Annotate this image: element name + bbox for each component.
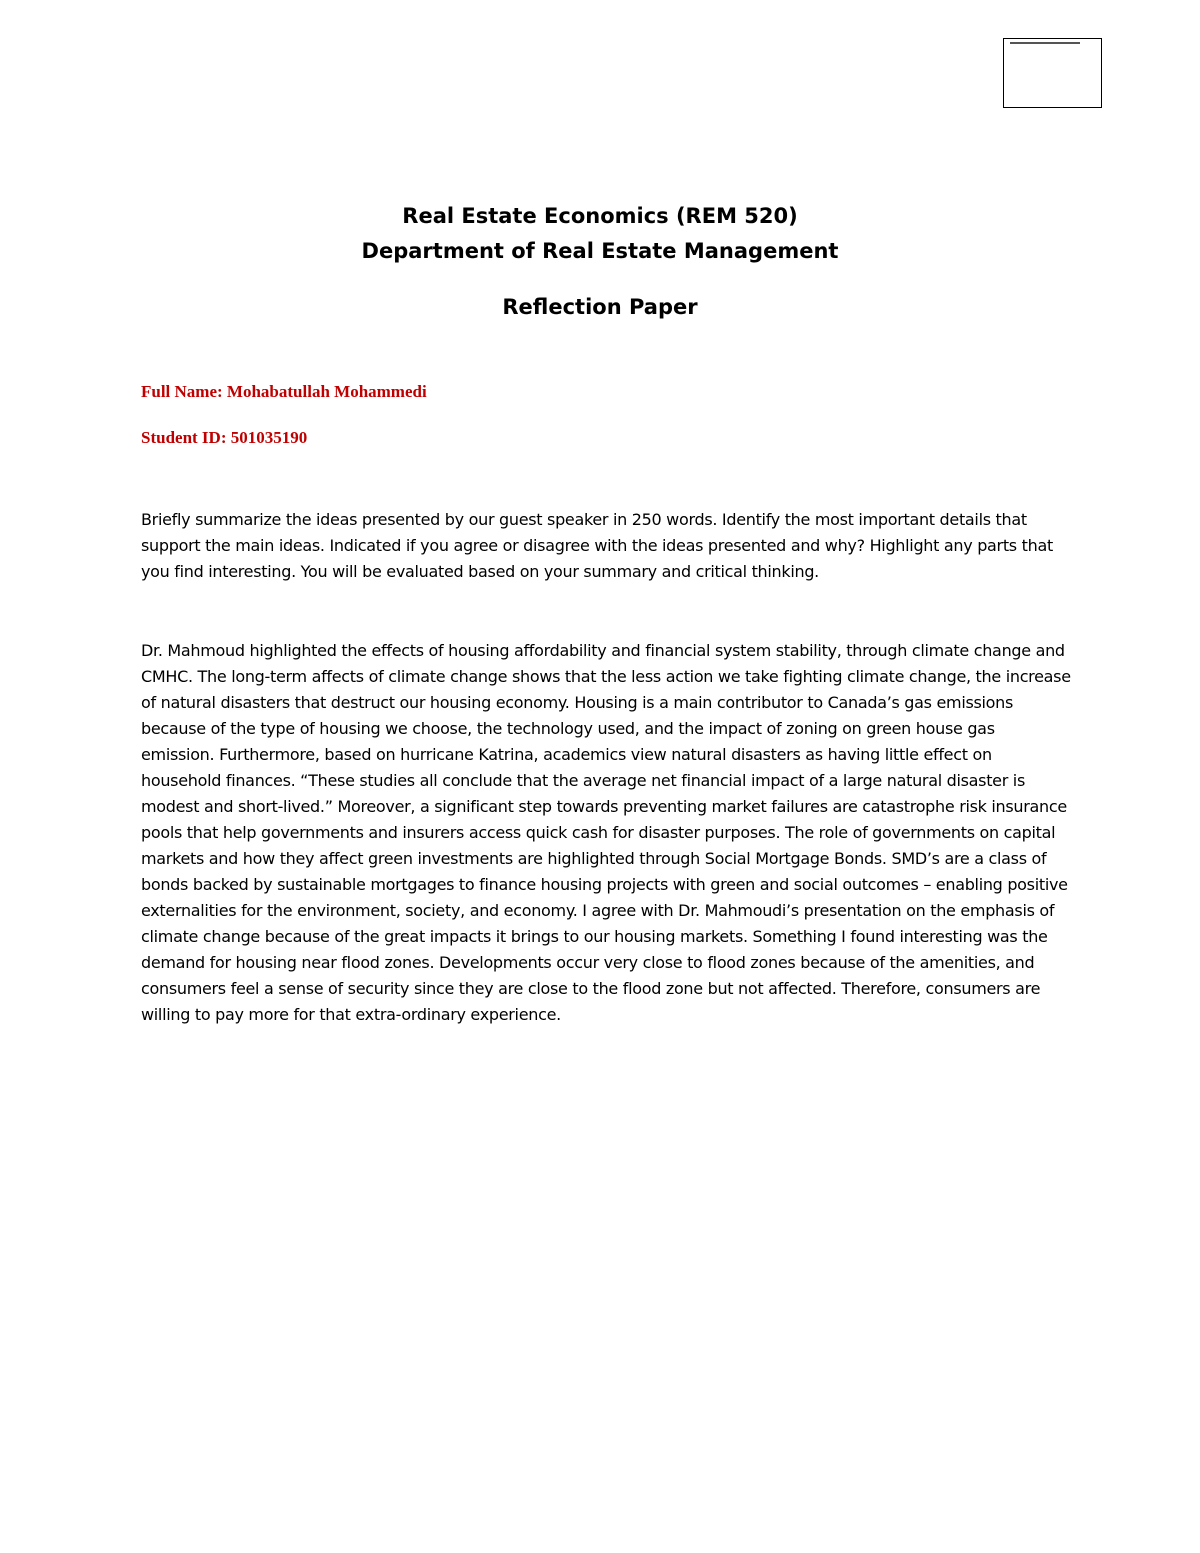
corner-box-mark	[1010, 42, 1080, 44]
paper-type-title: Reflection Paper	[502, 295, 698, 319]
course-title: Real Estate Economics (REM 520)	[402, 204, 798, 228]
corner-box	[1003, 38, 1102, 108]
student-id: Student ID: 501035190	[141, 428, 308, 447]
assignment-prompt: Briefly summarize the ideas presented by our guest speaker in 250 words. Identify the most important details that support the main ideas. Indicated if you agree or disagree with the ideas presented and why? Highlight any parts that you find interesting. You will be evaluated based on your summary and critical thinking.	[141, 510, 1053, 581]
department-title: Department of Real Estate Management	[361, 239, 839, 263]
student-full-name: Full Name: Mohabatullah Mohammedi	[141, 382, 427, 401]
reflection-body: Dr. Mahmoud highlighted the effects of housing affordability and financial system stability, through climate change and CMHC. The long-term affects of climate change shows that the less action we take fighting climate change, the increase of natural disasters that destruct our housing economy. Housing is a main contributor to Canada’s gas emissions because of the type of housing we choose, the technology used, and the impact of zoning on green house gas emission. Furthermore, based on hurricane Katrina, academics view natural disasters as having little effect on household finances. “These studies all conclude that the average net financial impact of a large natural disaster is modest and short-lived.” Moreover, a significant step towards preventing market failures are catastrophe risk insurance pools that help governments and insurers access quick cash for disaster purposes. The role of governments on capital markets and how they affect green investments are highlighted through Social Mortgage Bonds. SMD’s are a class of bonds backed by sustainable mortgages to finance housing projects with green and social outcomes – enabling positive externalities for the environment, society, and economy. I agree with Dr. Mahmoudi’s presentation on the emphasis of climate change because of the great impacts it brings to our housing markets. Something I found interesting was the demand for housing near flood zones. Developments occur very close to flood zones because of the amenities, and consumers feel a sense of security since they are close to the flood zone but not affected. Therefore, consumers are willing to pay more for that extra-ordinary experience.	[141, 641, 1071, 1024]
